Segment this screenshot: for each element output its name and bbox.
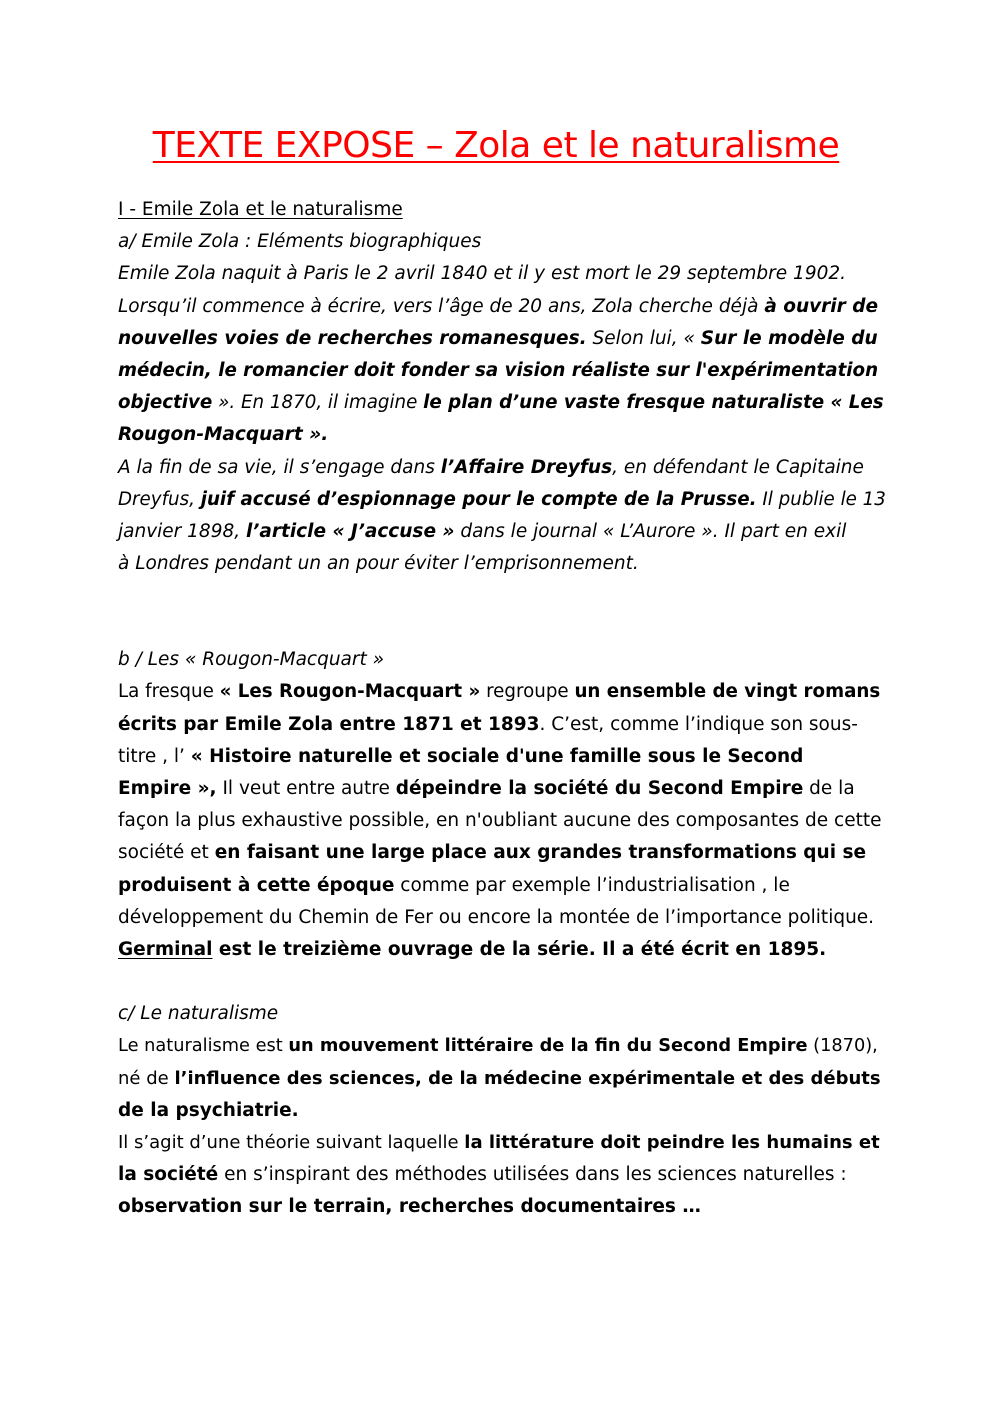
bold-run: de la psychiatrie. [118,1099,299,1121]
text-line [118,323,884,355]
text-line [118,837,884,869]
text-line [118,291,884,323]
bold-run: médecin, le romancier doit fonder sa vision réaliste sur l'expérimentation [118,359,879,381]
part-b-heading: b / Les « Rougon-Macquart » [118,649,385,671]
bold-run: juif accusé d’espionnage pour le compte de la Prusse. [200,488,757,510]
bold-run: Empire », [118,778,217,799]
text-run: en s’inspirant des méthodes utilisées dans les sciences naturelles : [218,1164,847,1186]
bold-run: à ouvrir de [764,295,878,317]
text-run: Il veut entre autre [216,778,396,799]
bold-run: Sur le modèle du [700,327,878,349]
bold-run: l’Affaire Dreyfus [440,456,613,478]
text-line [118,741,884,773]
text-run: ». En 1870, il imagine [212,392,424,414]
part-a-heading: a/ Emile Zola : Eléments biographiques [118,231,482,253]
text-line [118,870,884,902]
bold-run: « Les Rougon-Macquart » [219,681,481,703]
text-run: Lorsqu’il commence à écrire, vers l’âge de 20 ans, Zola cherche déjà [118,295,765,317]
text-line: façon la plus exhaustive possible, en n'oubliant aucune des composantes de cette [118,810,882,832]
text-run: Selon lui, « [586,327,701,349]
bold-run: la littérature doit peindre les humains et [464,1131,880,1153]
bold-run: un mouvement littéraire de la fin du Second Empire [288,1036,808,1057]
bold-run: est le treizième ouvrage de la série. Il a été écrit en 1895. [212,938,827,960]
section-heading-text: I - Emile Zola et le naturalisme [118,199,403,220]
text-line [118,1191,884,1223]
text-run: Dreyfus, [118,488,201,510]
bold-run: écrits par Emile Zola entre 1871 et 1893 [118,713,540,735]
text-line [118,934,884,966]
part-a-paragraph [118,258,884,580]
text-line [118,387,884,419]
text-run: Le naturalisme est [118,1036,289,1057]
text-run: dans le journal « L’Aurore ». Il part en exil [454,520,847,542]
bold-run: objective [118,392,213,414]
text-run: société et [118,842,215,864]
text-run: Il publie le 13 [756,488,886,510]
text-line [118,1159,884,1191]
spacer [118,580,884,644]
bold-run: dépeindre la société du Second Empire [395,778,804,799]
bold-run: produisent à cette époque [118,874,395,896]
text-line: Emile Zola naquit à Paris le 2 avril 1840 et il y est mort le 29 septembre 1902. [118,263,847,285]
spacer [118,966,884,998]
text-run: de la [803,778,855,799]
text-line [118,773,884,805]
text-run: , en défendant le Capitaine [612,456,864,478]
text-line [118,452,884,484]
germinal-title: Germinal [118,938,213,960]
text-run: janvier 1898, [118,520,247,542]
text-line: développement du Chemin de Fer ou encore la montée de l’importance politique. [118,906,875,928]
document-title: TEXTE EXPOSE – Zola et le naturalisme [152,125,840,166]
part-c-heading: c/ Le naturalisme [118,1003,279,1025]
text-line [118,484,884,516]
text-run: . C’est, comme l’indique son sous- [539,713,858,735]
part-b-paragraph [118,676,884,966]
bold-run: le plan d’une vaste fresque naturaliste « Les [423,392,884,414]
text-run: titre , l’ [118,745,191,767]
bold-run: Rougon-Macquart ». [118,424,329,446]
bold-run: nouvelles voies de recherches romanesques. [118,327,587,349]
text-line [118,1030,884,1062]
bold-run: en faisant une large place aux grandes transformations qui se [214,842,867,864]
bold-run: l’influence des sciences, de la médecine expérimentale et des débuts [174,1067,881,1089]
text-run: Il s’agit d’une théorie suivant laquelle [118,1131,465,1153]
text-run: regroupe [480,681,575,703]
part-c-paragraph [118,1030,884,1223]
text-line [118,355,884,387]
text-run: A la fin de sa vie, il s’engage dans [118,456,441,478]
text-line [118,709,884,741]
bold-run: observation sur le terrain, recherches documentaires … [118,1196,701,1218]
bold-run: un ensemble de vingt romans [574,681,881,703]
text-line: à Londres pendant un an pour éviter l’emprisonnement. [118,553,639,575]
bold-run: la société [118,1164,219,1186]
text-run: comme par exemple l’industrialisation , le [394,874,790,896]
section-heading [118,194,884,226]
text-run: né de [118,1067,175,1089]
bold-run: « Histoire naturelle et sociale d'une famille sous le Second [190,745,804,767]
text-line [118,1095,884,1127]
text-run: La fresque [118,681,220,703]
text-line [118,419,884,451]
bold-run: l’article « J’accuse » [246,520,455,542]
text-run: (1870), [807,1036,878,1057]
text-line [118,676,884,708]
text-line [118,1063,884,1095]
text-line [118,1127,884,1159]
document-body [118,194,884,1223]
text-line [118,516,884,548]
